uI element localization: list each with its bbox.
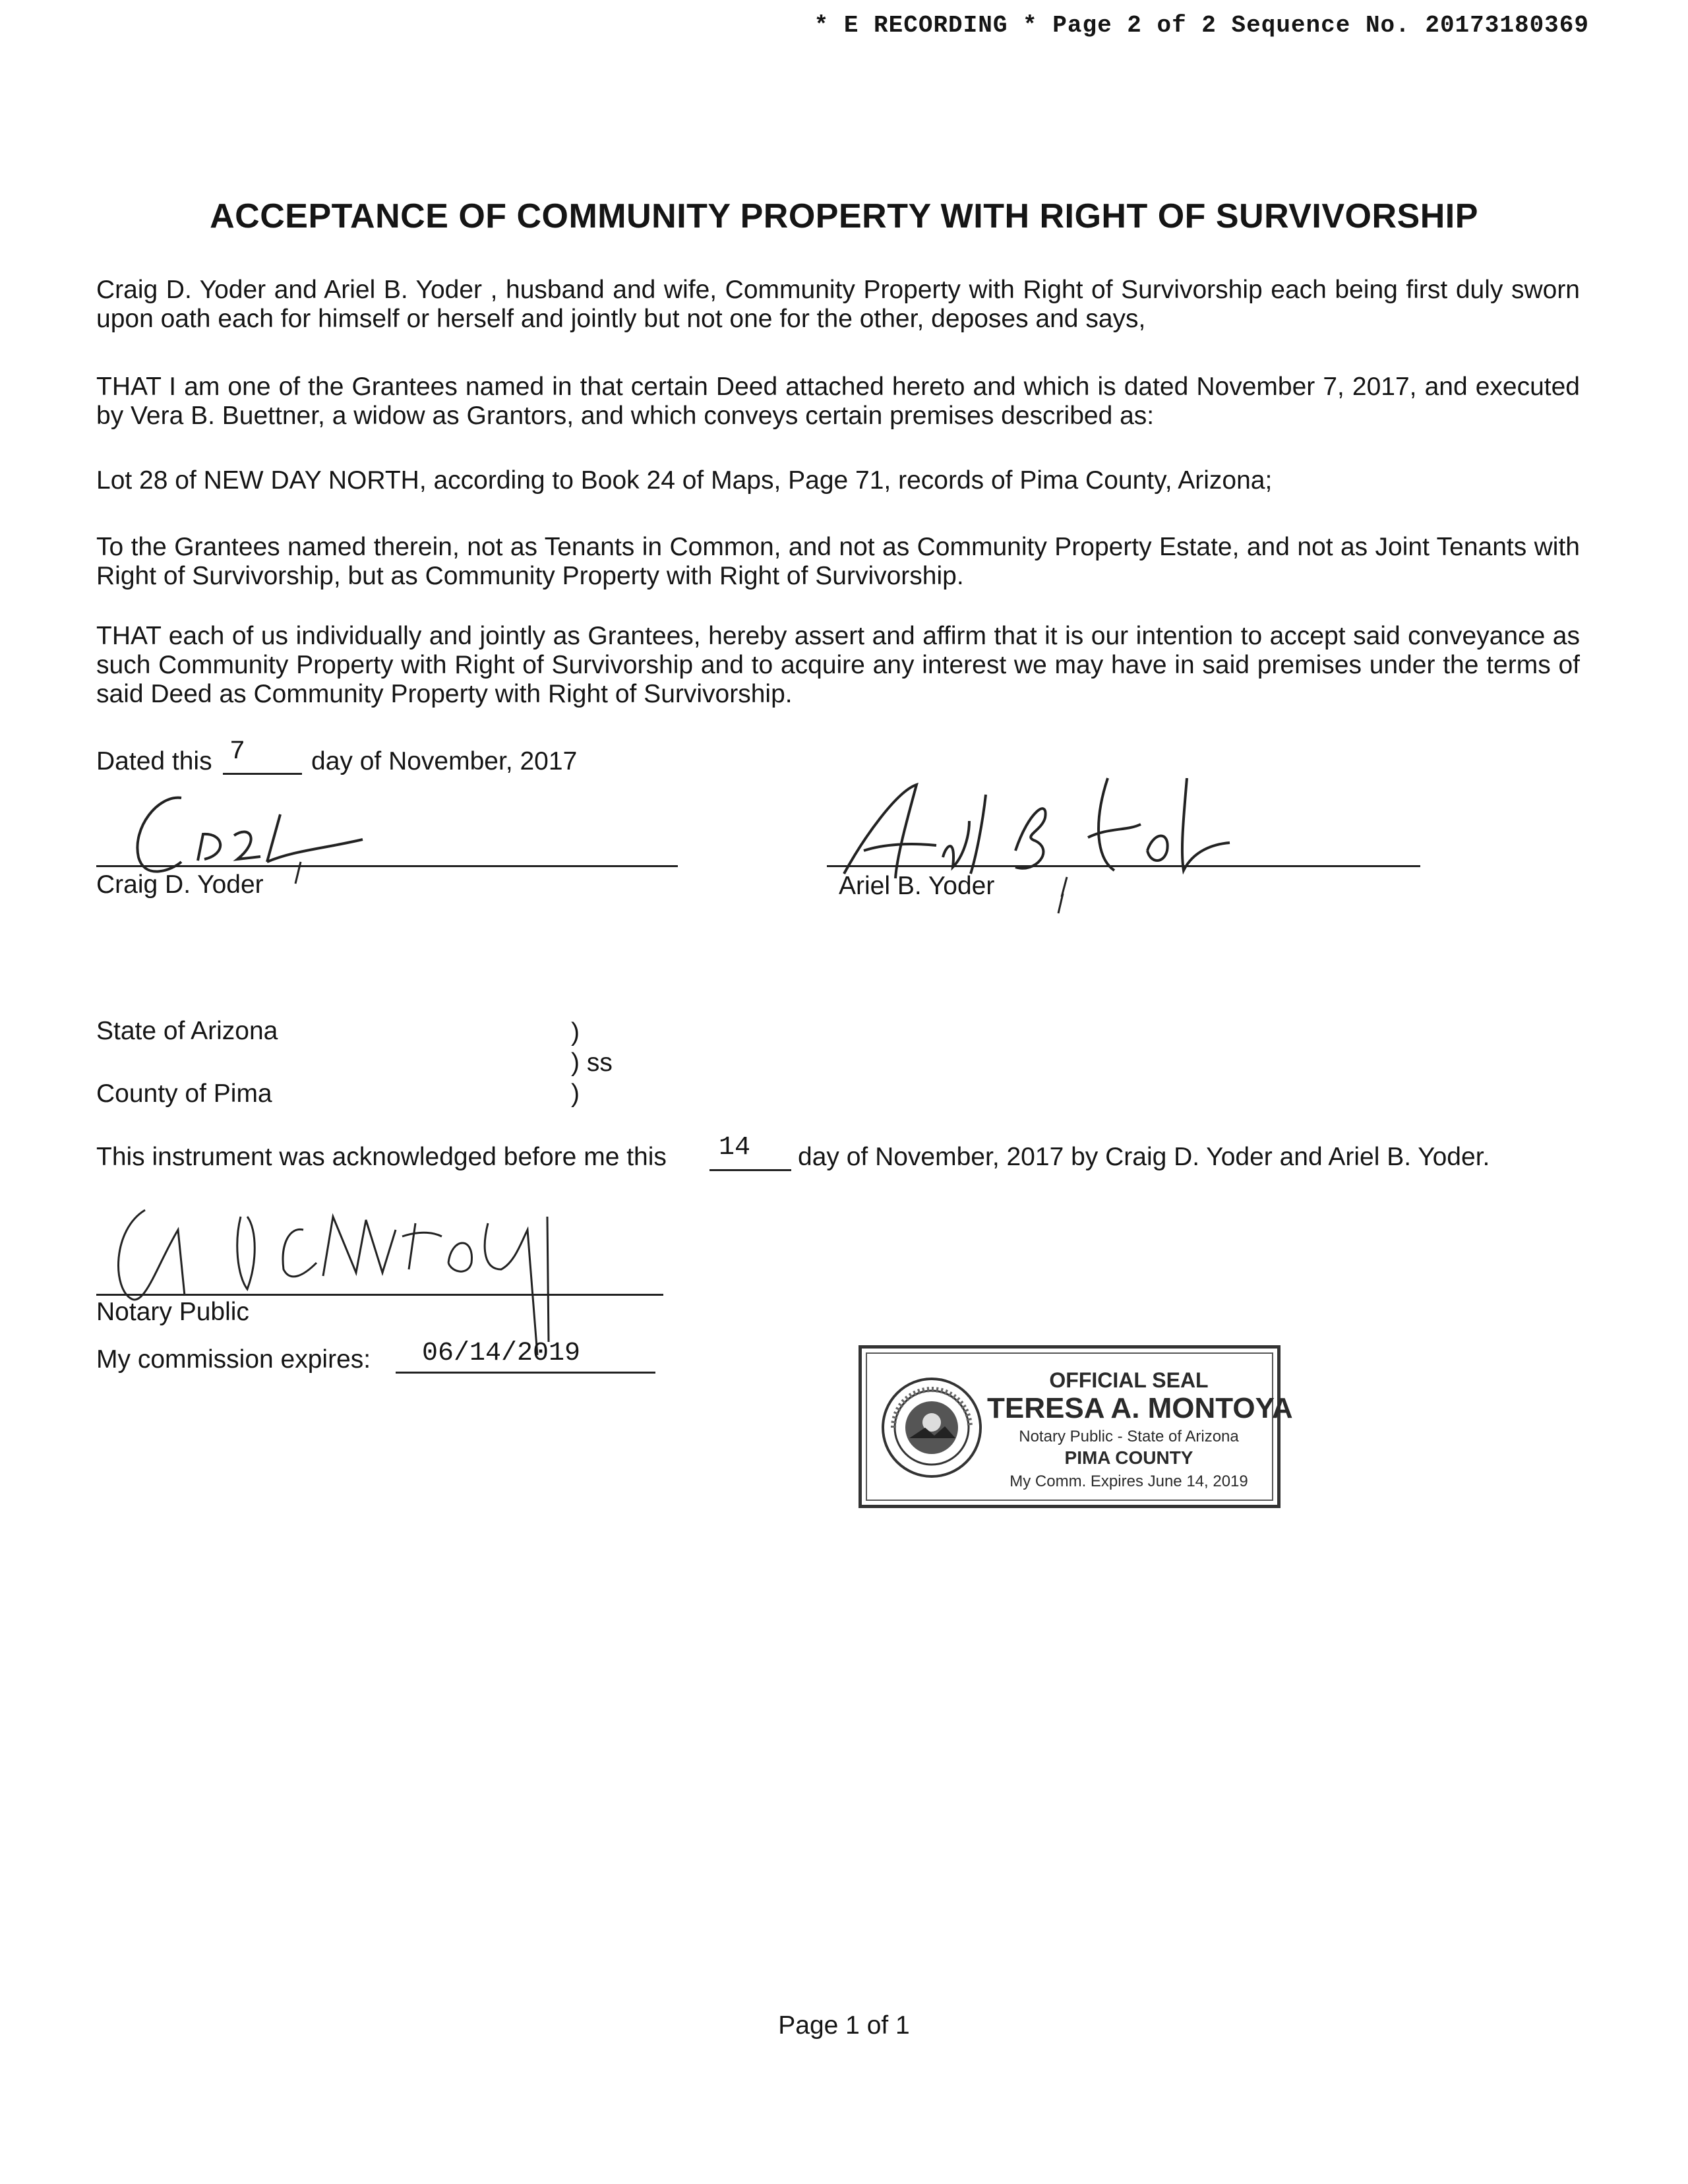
notary-label: Notary Public [96,1298,249,1326]
venue-paren-3: ) [571,1079,580,1108]
venue-paren-ss: ) ss [571,1048,613,1077]
commission-date-rule [396,1372,655,1374]
seal-line-county: PIMA COUNTY [1064,1447,1193,1468]
paragraph-grantees: THAT I am one of the Grantees named in that certain Deed attached hereto and which is dated November 7, 2017, and executed by Vera B. Buettner, a widow as Grantors, and which conveys certain premises described as: [96,373,1580,430]
paragraph-tenancy: To the Grantees named therein, not as Tenants in Common, and not as Community Property Estate, and not as Joint Tenants with Right of Survivorship, but as Community Property with Right of Survivorship. [96,533,1580,590]
seal-line-official: OFFICIAL SEAL [1049,1368,1209,1392]
dated-suffix: day of November, 2017 [311,747,578,775]
venue-county: County of Pima [96,1079,272,1108]
commission-date: 06/14/2019 [422,1339,581,1368]
paragraph-deponents: Craig D. Yoder and Ariel B. Yoder , husband and wife, Community Property with Right of Survivorship each being first duly sworn upon oath each for himself or herself and jointly but not one for the other, deposes and says, [96,276,1580,333]
seal-line-title: Notary Public - State of Arizona [1019,1428,1239,1445]
notary-signature-line [96,1294,663,1296]
page-footer: Page 1 of 1 [778,2011,910,2040]
craig-signature-line [96,865,678,867]
ack-prefix: This instrument was acknowledged before me this [96,1143,667,1171]
ack-day-rule [709,1169,791,1171]
paragraph-affirmation: THAT each of us individually and jointly as Grantees, hereby assert and affirm that it is our intention to accept said conveyance as such Community Property with Right of Survivorship and to acquire any interest we may have in said premises under the terms of said Deed as Community Property with Right of Survivorship. [96,622,1580,708]
ariel-signature-line [827,865,1420,867]
ack-day: 14 [719,1133,751,1163]
state-seal-icon [879,1375,984,1480]
venue-paren-1: ) [571,1018,580,1046]
notary-signature [106,1190,607,1362]
venue-state: State of Arizona [96,1017,278,1045]
dated-day-rule [223,773,302,775]
document-title: ACCEPTANCE OF COMMUNITY PROPERTY WITH RIGHT OF SURVIVORSHIP [210,197,1478,235]
dated-prefix: Dated this [96,747,212,775]
ack-suffix: day of November, 2017 by Craig D. Yoder and Ariel B. Yoder. [798,1143,1490,1171]
dated-day: 7 [229,737,246,767]
craig-name: Craig D. Yoder [96,870,264,899]
recording-header: * E RECORDING * Page 2 of 2 Sequence No. 20173180369 [814,12,1589,39]
ariel-name: Ariel B. Yoder [839,872,995,900]
seal-line-expires: My Comm. Expires June 14, 2019 [1010,1472,1248,1490]
official-seal [859,1345,1293,1508]
commission-label: My commission expires: [96,1345,371,1374]
paragraph-legal-description: Lot 28 of NEW DAY NORTH, according to Book 24 of Maps, Page 71, records of Pima County, Arizona; [96,466,1273,495]
seal-line-name: TERESA A. MONTOYA [987,1392,1293,1424]
